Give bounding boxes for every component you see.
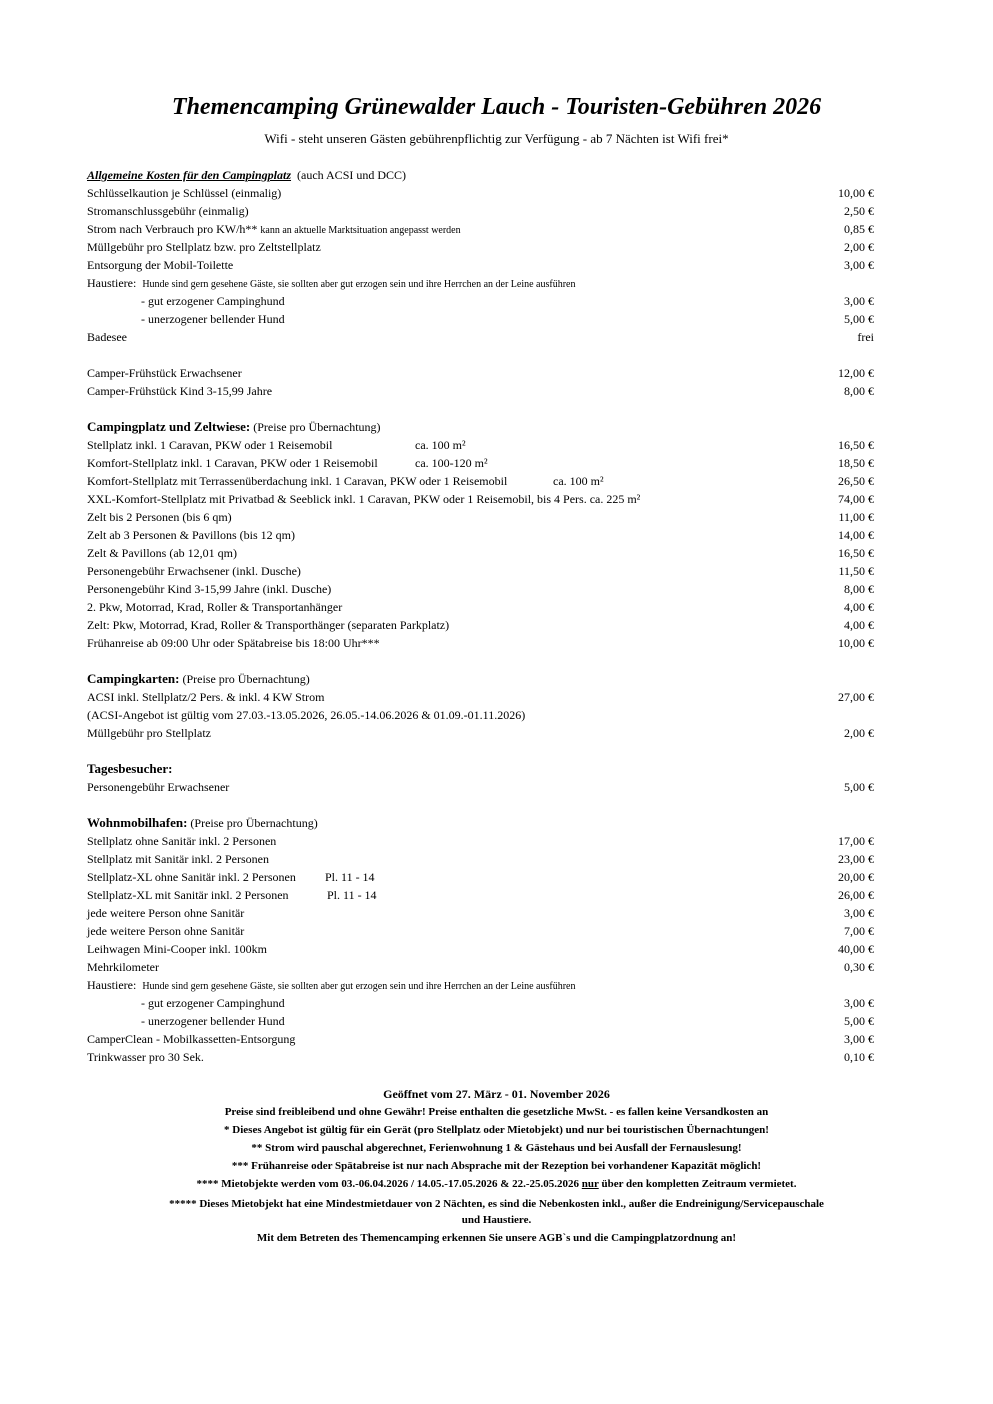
row-label: Mehrkilometer [87, 960, 159, 974]
row-price: 4,00 € [844, 600, 874, 614]
row-price: frei [857, 330, 874, 344]
row-price: 26,50 € [838, 474, 874, 488]
row-price: 0,30 € [844, 960, 874, 974]
price-row [87, 256, 874, 274]
price-row [87, 202, 874, 220]
row-price: 74,00 € [838, 492, 874, 506]
footer-text: über den kompletten Zeitraum vermietet. [598, 1178, 797, 1190]
price-row [87, 1012, 874, 1030]
row-price: 20,00 € [838, 870, 874, 884]
wifi-note: Wifi - steht unseren Gästen gebührenpflichtig zur Verfügung - ab 7 Nächten ist Wifi frei* [264, 131, 729, 146]
harbor-heading-note: (Preise pro Übernachtung) [190, 816, 318, 830]
price-row [87, 886, 874, 904]
row-label: Strom nach Verbrauch pro KW/h** [87, 222, 258, 236]
footer-line: *** Frühanreise oder Spätabreise ist nur nach Absprache mit der Rezeption bei vorhandener Kapazität möglich! [231, 1160, 762, 1172]
row-label: Müllgebühr pro Stellplatz [87, 726, 211, 740]
price-row [87, 634, 874, 652]
row-label: Personengebühr Kind 3-15,99 Jahre (inkl. Dusche) [87, 582, 332, 596]
row-price: 3,00 € [844, 258, 874, 272]
section-harbor-heading [87, 814, 874, 832]
row-label: Personengebühr Erwachsener [87, 780, 230, 794]
row-note: Hunde sind gern gesehene Gäste, sie sollten aber gut erzogen sein und ihre Herrchen an der Leine ausführen [142, 279, 576, 290]
page-title: Themencamping Grünewalder Lauch - Touristen-Gebühren 2026 [171, 94, 822, 120]
row-price: 40,00 € [838, 942, 874, 956]
row-price: 5,00 € [844, 312, 874, 326]
price-row [87, 904, 874, 922]
row-size: ca. 100 m² [553, 474, 604, 488]
row-label: Schlüsselkaution je Schlüssel (einmalig) [87, 186, 282, 200]
note-row [87, 706, 874, 724]
row-label: Zelt ab 3 Personen & Pavillons (bis 12 qm) [87, 528, 295, 542]
row-price: 14,00 € [838, 528, 874, 542]
price-row [87, 562, 874, 580]
row-pitch: Pl. 11 - 14 [327, 888, 377, 902]
row-price: 8,00 € [844, 582, 874, 596]
row-price: 11,00 € [838, 510, 874, 524]
price-row [87, 472, 874, 490]
price-row [87, 526, 874, 544]
footer-line: und Haustiere. [461, 1214, 532, 1226]
pets-row [87, 274, 874, 292]
row-label: jede weitere Person ohne Sanitär [87, 906, 245, 920]
day-heading: Tagesbesucher: [87, 761, 173, 776]
row-note: kann an aktuelle Marktsituation angepasst werden [260, 225, 461, 236]
price-row [87, 598, 874, 616]
row-price: 2,00 € [844, 240, 874, 254]
row-pitch: Pl. 11 - 14 [325, 870, 375, 884]
footer-line [80, 1176, 913, 1193]
price-row [87, 490, 874, 508]
price-row [87, 1030, 874, 1048]
row-price: 17,00 € [838, 834, 874, 848]
row-label: Zelt: Pkw, Motorrad, Krad, Roller & Transporthänger (separaten Parkplatz) [87, 618, 450, 632]
price-row [87, 220, 874, 238]
row-label: ACSI inkl. Stellplatz/2 Pers. & inkl. 4 KW Strom [87, 690, 325, 704]
price-row [87, 238, 874, 256]
section-cards-heading [87, 670, 874, 688]
row-price: 8,00 € [844, 384, 874, 398]
row-label: - unerzogener bellender Hund [141, 1014, 285, 1028]
row-label: Personengebühr Erwachsener (inkl. Dusche) [87, 564, 301, 578]
row-label: - gut erzogener Campinghund [141, 294, 285, 308]
row-label: Komfort-Stellplatz inkl. 1 Caravan, PKW oder 1 Reisemobil [87, 456, 378, 470]
footer-underlined: nur [581, 1178, 599, 1190]
footer-line: ***** Dieses Mietobjekt hat eine Mindestmietdauer von 2 Nächten, es sind die Nebenkosten inkl., außer die Endreinigung/Servicepauschale [169, 1198, 824, 1210]
row-price: 10,00 € [838, 636, 874, 650]
footer-line: Mit dem Betreten des Themencamping erkennen Sie unsere AGB`s und die Campingplatzordnung an! [256, 1232, 737, 1244]
row-label: Entsorgung der Mobil-Toilette [87, 258, 234, 272]
row-size: ca. 100-120 m² [415, 456, 488, 470]
price-row [87, 850, 874, 868]
cards-heading-note: (Preise pro Übernachtung) [182, 672, 310, 686]
row-price: 16,50 € [838, 438, 874, 452]
price-row [87, 544, 874, 562]
price-row [87, 580, 874, 598]
row-label: Frühanreise ab 09:00 Uhr oder Spätabreise bis 18:00 Uhr*** [87, 636, 380, 650]
price-row [87, 454, 874, 472]
price-row [87, 616, 874, 634]
row-price: 2,00 € [844, 726, 874, 740]
row-label: Komfort-Stellplatz mit Terrassenüberdachung inkl. 1 Caravan, PKW oder 1 Reisemobil [87, 474, 508, 488]
section-camping-heading [87, 418, 874, 436]
footer-line: * Dieses Angebot ist gültig für ein Gerät (pro Stellplatz oder Mietobjekt) und nur bei touristischen Übernachtungen! [224, 1124, 769, 1136]
row-price: 3,00 € [844, 294, 874, 308]
row-price: 23,00 € [838, 852, 874, 866]
price-row [87, 364, 874, 382]
row-label: Stellplatz-XL mit Sanitär inkl. 2 Personen [87, 888, 289, 902]
row-label: Leihwagen Mini-Cooper inkl. 100km [87, 942, 267, 956]
row-note: Hunde sind gern gesehene Gäste, sie sollten aber gut erzogen sein und ihre Herrchen an der Leine ausführen [142, 981, 576, 992]
price-row [87, 1048, 874, 1066]
row-price: 5,00 € [844, 1014, 874, 1028]
footer-line: Preise sind freibleibend und ohne Gewähr! Preise enthalten die gesetzliche MwSt. - es fallen keine Versandkosten an [224, 1106, 769, 1118]
row-size: ca. 100 m² [415, 438, 466, 452]
row-label: Stellplatz mit Sanitär inkl. 2 Personen [87, 852, 269, 866]
row-label: Zelt & Pavillons (ab 12,01 qm) [87, 546, 237, 560]
section-general-heading [87, 166, 874, 184]
row-label: Camper-Frühstück Erwachsener [87, 366, 242, 380]
row-label: Zelt bis 2 Personen (bis 6 qm) [87, 510, 232, 524]
row-price: 12,00 € [838, 366, 874, 380]
row-price: 3,00 € [844, 996, 874, 1010]
camping-heading-note: (Preise pro Übernachtung) [253, 420, 381, 434]
footer-text: **** Mietobjekte werden vom 03.-06.04.2026 / 14.05.-17.05.2026 & 22.-25.05.2026 [196, 1178, 582, 1190]
row-label: 2. Pkw, Motorrad, Krad, Roller & Transportanhänger [87, 600, 343, 614]
row-price: 3,00 € [844, 906, 874, 920]
row-label: Badesee [87, 330, 127, 344]
row-label: XXL-Komfort-Stellplatz mit Privatbad & Seeblick inkl. 1 Caravan, PKW oder 1 Reisemobil, bis 4 Pers. ca. 225 m² [87, 492, 641, 506]
row-label: Haustiere: [87, 978, 137, 992]
price-row [87, 436, 874, 454]
price-row [87, 508, 874, 526]
section-day-heading [87, 760, 874, 778]
opening-dates: Geöffnet vom 27. März - 01. November 2026 [383, 1087, 610, 1101]
price-row [87, 292, 874, 310]
row-price: 26,00 € [838, 888, 874, 902]
general-heading-note: (auch ACSI und DCC) [297, 168, 407, 182]
price-row [87, 958, 874, 976]
price-row [87, 724, 874, 742]
footer-line: ** Strom wird pauschal abgerechnet, Ferienwohnung 1 & Gästehaus und bei Ausfall der Fernauslesung! [251, 1142, 742, 1154]
row-label: Stellplatz-XL ohne Sanitär inkl. 2 Personen [87, 870, 296, 884]
price-row [87, 778, 874, 796]
price-row [87, 868, 874, 886]
price-row [87, 940, 874, 958]
row-price: 0,10 € [844, 1050, 874, 1064]
row-price: 4,00 € [844, 618, 874, 632]
row-label: CamperClean - Mobilkassetten-Entsorgung [87, 1032, 296, 1046]
row-price: 7,00 € [844, 924, 874, 938]
row-label: Haustiere: [87, 276, 137, 290]
pets-row [87, 976, 874, 994]
row-label: Stellplatz inkl. 1 Caravan, PKW oder 1 Reisemobil [87, 438, 333, 452]
row-price: 3,00 € [844, 1032, 874, 1046]
row-price: 10,00 € [838, 186, 874, 200]
general-heading: Allgemeine Kosten für den Campingplatz [87, 168, 292, 182]
row-price: 2,50 € [844, 204, 874, 218]
row-price: 11,50 € [838, 564, 874, 578]
row-price: 18,50 € [838, 456, 874, 470]
camping-heading: Campingplatz und Zeltwiese: [87, 419, 251, 434]
row-label: Stromanschlussgebühr (einmalig) [87, 204, 249, 218]
price-row [87, 382, 874, 400]
row-label: - gut erzogener Campinghund [141, 996, 285, 1010]
price-row [87, 922, 874, 940]
price-row [87, 688, 874, 706]
price-row [87, 184, 874, 202]
harbor-heading: Wohnmobilhafen: [87, 815, 188, 830]
row-price: 0,85 € [844, 222, 874, 236]
row-price: 16,50 € [838, 546, 874, 560]
price-row [87, 310, 874, 328]
price-row [87, 832, 874, 850]
row-label: Trinkwasser pro 30 Sek. [87, 1050, 204, 1064]
row-label: Camper-Frühstück Kind 3-15,99 Jahre [87, 384, 273, 398]
row-label: Stellplatz ohne Sanitär inkl. 2 Personen [87, 834, 277, 848]
row-price: 27,00 € [838, 690, 874, 704]
price-row [87, 328, 874, 346]
row-label: Müllgebühr pro Stellplatz bzw. pro Zeltstellplatz [87, 240, 321, 254]
row-label: - unerzogener bellender Hund [141, 312, 285, 326]
row-price: 5,00 € [844, 780, 874, 794]
price-row [87, 994, 874, 1012]
cards-heading: Campingkarten: [87, 671, 180, 686]
row-label: jede weitere Person ohne Sanitär [87, 924, 245, 938]
row-label: (ACSI-Angebot ist gültig vom 27.03.-13.05.2026, 26.05.-14.06.2026 & 01.09.-01.11.2026) [87, 708, 526, 722]
